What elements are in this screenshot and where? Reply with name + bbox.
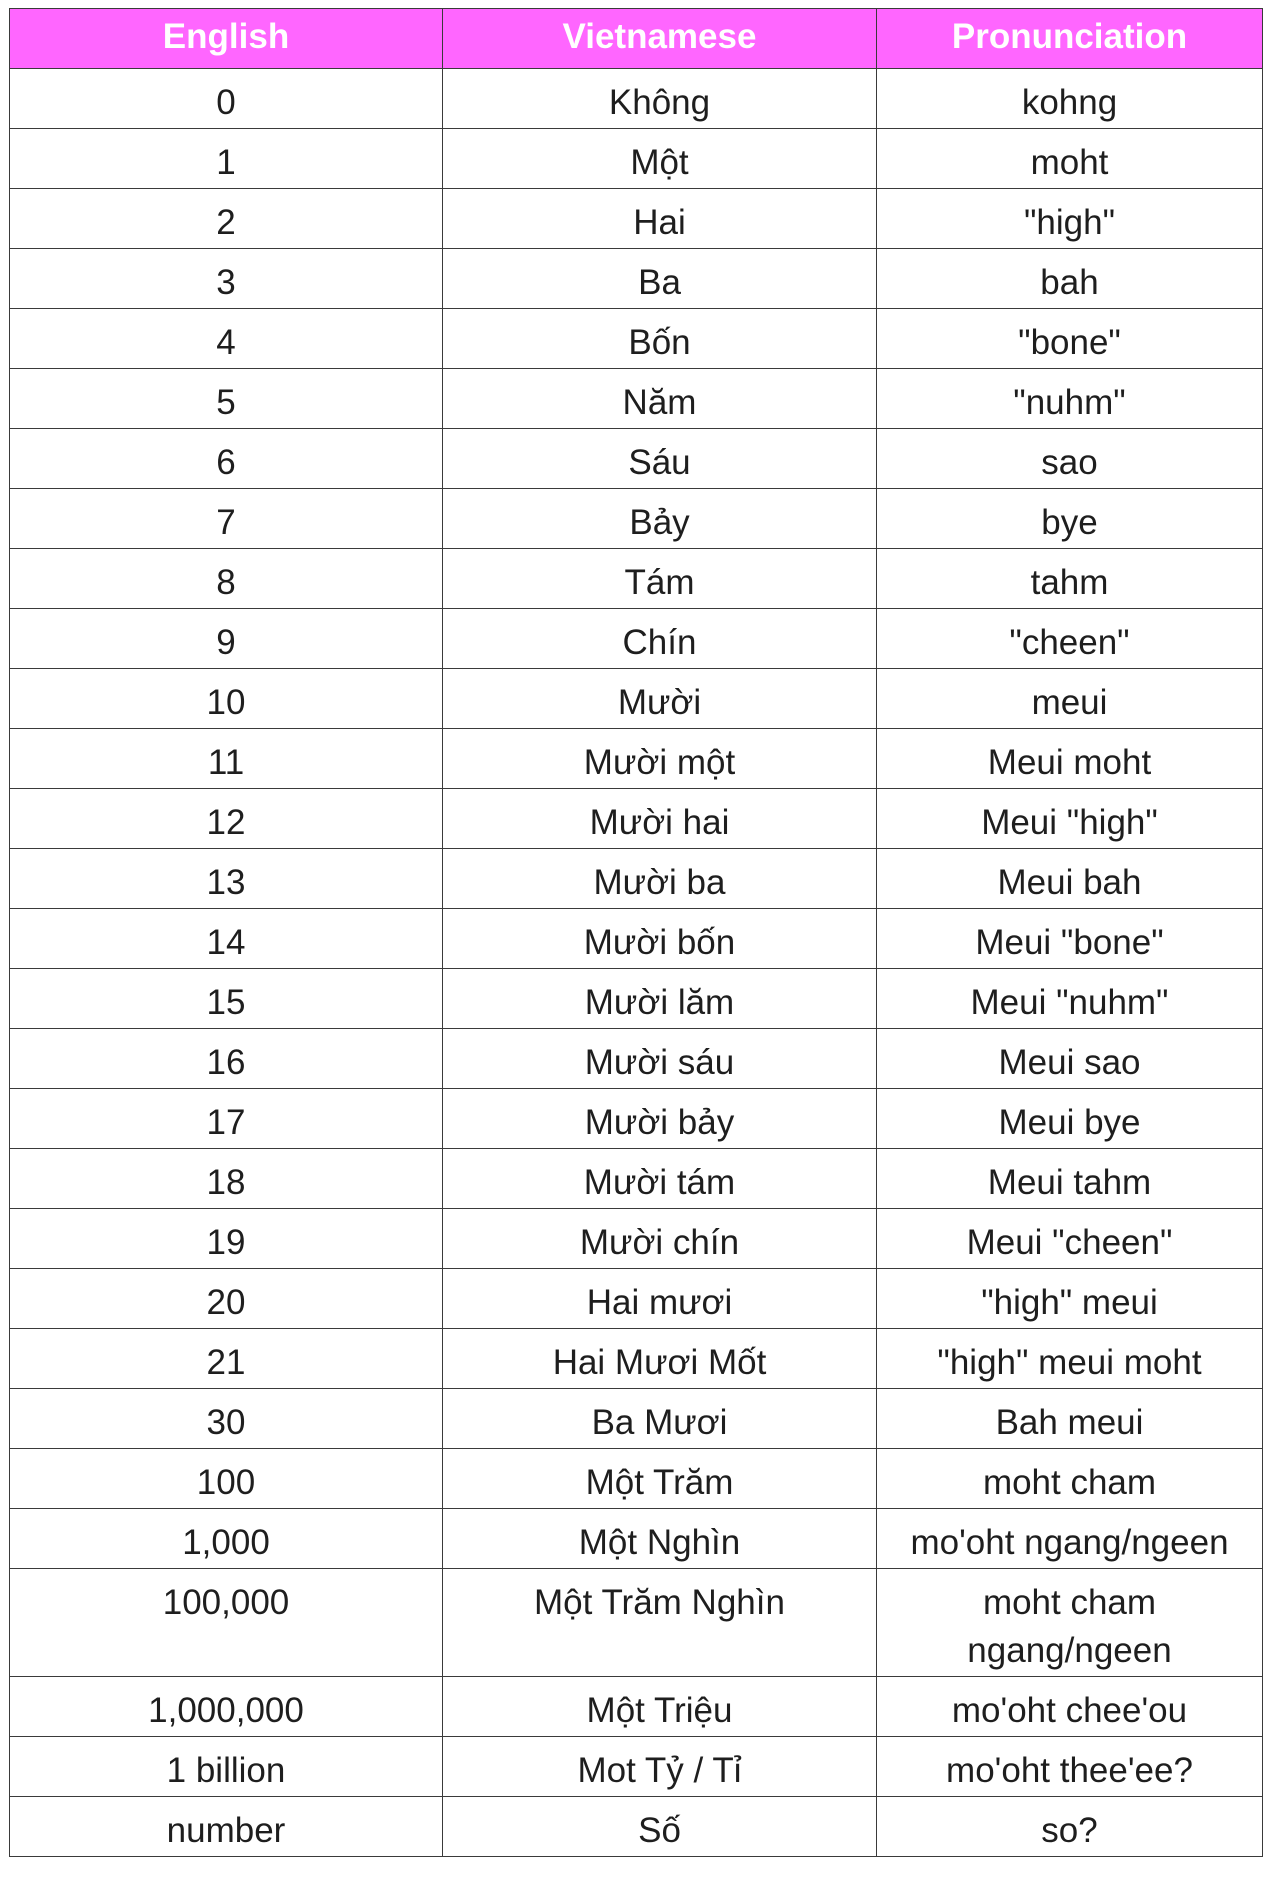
vietnamese-cell: Ba Mươi	[443, 1389, 877, 1449]
pronunciation-cell: "cheen"	[877, 609, 1263, 669]
english-cell: 100	[10, 1449, 443, 1509]
pronunciation-cell: Meui bah	[877, 849, 1263, 909]
pronunciation-cell: bye	[877, 489, 1263, 549]
vietnamese-cell: Bảy	[443, 489, 877, 549]
table-row	[10, 849, 1263, 909]
table-row	[10, 1089, 1263, 1149]
english-cell: 6	[10, 429, 443, 489]
vietnamese-cell: Số	[443, 1797, 877, 1857]
table-row	[10, 489, 1263, 549]
table-row	[10, 1569, 1263, 1677]
pronunciation-cell: "nuhm"	[877, 369, 1263, 429]
vietnamese-cell: Hai mươi	[443, 1269, 877, 1329]
table-row	[10, 129, 1263, 189]
table-row	[10, 249, 1263, 309]
pronunciation-cell: Meui "high"	[877, 789, 1263, 849]
vietnamese-cell: Không	[443, 69, 877, 129]
vietnamese-cell: Chín	[443, 609, 877, 669]
vietnamese-cell: Mười bốn	[443, 909, 877, 969]
pronunciation-cell: bah	[877, 249, 1263, 309]
pronunciation-cell: kohng	[877, 69, 1263, 129]
pronunciation-cell: so?	[877, 1797, 1263, 1857]
english-cell: 11	[10, 729, 443, 789]
pronunciation-cell: "high" meui moht	[877, 1329, 1263, 1389]
table-row	[10, 1389, 1263, 1449]
table-row	[10, 669, 1263, 729]
pronunciation-cell: Meui bye	[877, 1089, 1263, 1149]
pronunciation-cell: Meui sao	[877, 1029, 1263, 1089]
table-row	[10, 909, 1263, 969]
vietnamese-cell: Mười ba	[443, 849, 877, 909]
english-cell: 30	[10, 1389, 443, 1449]
english-cell: 8	[10, 549, 443, 609]
vietnamese-cell: Một Nghìn	[443, 1509, 877, 1569]
pronunciation-cell: Meui tahm	[877, 1149, 1263, 1209]
table-row	[10, 1737, 1263, 1797]
english-cell: 1	[10, 129, 443, 189]
table-row	[10, 1509, 1263, 1569]
table-row	[10, 1269, 1263, 1329]
table-row	[10, 1677, 1263, 1737]
english-cell: 10	[10, 669, 443, 729]
vietnamese-cell: Mot Tỷ / Tỉ	[443, 1737, 877, 1797]
english-cell: 20	[10, 1269, 443, 1329]
vietnamese-cell: Hai	[443, 189, 877, 249]
english-cell: 12	[10, 789, 443, 849]
english-cell: 17	[10, 1089, 443, 1149]
table-row	[10, 729, 1263, 789]
vietnamese-cell: Tám	[443, 549, 877, 609]
vietnamese-cell: Mười bảy	[443, 1089, 877, 1149]
english-cell: 16	[10, 1029, 443, 1089]
english-cell: 100,000	[10, 1569, 443, 1677]
table-row	[10, 69, 1263, 129]
pronunciation-cell: sao	[877, 429, 1263, 489]
english-cell: 13	[10, 849, 443, 909]
english-cell: 9	[10, 609, 443, 669]
english-cell: 1,000,000	[10, 1677, 443, 1737]
pronunciation-cell: moht	[877, 129, 1263, 189]
table-row	[10, 429, 1263, 489]
pronunciation-cell: tahm	[877, 549, 1263, 609]
english-cell: 0	[10, 69, 443, 129]
english-cell: 2	[10, 189, 443, 249]
english-cell: 1 billion	[10, 1737, 443, 1797]
pronunciation-cell: meui	[877, 669, 1263, 729]
pronunciation-cell: Meui "nuhm"	[877, 969, 1263, 1029]
table-row	[10, 1329, 1263, 1389]
pronunciation-cell: Bah meui	[877, 1389, 1263, 1449]
header-row	[10, 9, 1263, 69]
english-cell: 4	[10, 309, 443, 369]
table-row	[10, 1149, 1263, 1209]
vietnamese-cell: Mười hai	[443, 789, 877, 849]
table-row	[10, 1797, 1263, 1857]
english-cell: number	[10, 1797, 443, 1857]
english-cell: 19	[10, 1209, 443, 1269]
vietnamese-cell: Một Triệu	[443, 1677, 877, 1737]
pronunciation-cell: Meui "cheen"	[877, 1209, 1263, 1269]
header-pronunciation: Pronunciation	[877, 9, 1263, 69]
vietnamese-cell: Một Trăm Nghìn	[443, 1569, 877, 1677]
english-cell: 3	[10, 249, 443, 309]
pronunciation-cell: Meui "bone"	[877, 909, 1263, 969]
vietnamese-cell: Một	[443, 129, 877, 189]
vietnamese-cell: Mười sáu	[443, 1029, 877, 1089]
table-row	[10, 369, 1263, 429]
english-cell: 7	[10, 489, 443, 549]
pronunciation-cell: "high" meui	[877, 1269, 1263, 1329]
pronunciation-cell: moht cham	[877, 1449, 1263, 1509]
pronunciation-cell: "high"	[877, 189, 1263, 249]
vietnamese-cell: Mười	[443, 669, 877, 729]
vietnamese-cell: Sáu	[443, 429, 877, 489]
vietnamese-cell: Một Trăm	[443, 1449, 877, 1509]
pronunciation-cell: mo'oht chee'ou	[877, 1677, 1263, 1737]
header-vietnamese: Vietnamese	[443, 9, 877, 69]
pronunciation-cell: "bone"	[877, 309, 1263, 369]
header-english: English	[10, 9, 443, 69]
vietnamese-cell: Năm	[443, 369, 877, 429]
table-row	[10, 1209, 1263, 1269]
english-cell: 1,000	[10, 1509, 443, 1569]
pronunciation-cell: mo'oht thee'ee?	[877, 1737, 1263, 1797]
pronunciation-cell: moht cham ngang/ngeen	[877, 1569, 1263, 1677]
english-cell: 15	[10, 969, 443, 1029]
english-cell: 5	[10, 369, 443, 429]
numbers-table	[9, 8, 1263, 1857]
vietnamese-cell: Ba	[443, 249, 877, 309]
table-row	[10, 969, 1263, 1029]
vietnamese-cell: Hai Mươi Mốt	[443, 1329, 877, 1389]
table-row	[10, 309, 1263, 369]
english-cell: 21	[10, 1329, 443, 1389]
english-cell: 14	[10, 909, 443, 969]
table-row	[10, 1029, 1263, 1089]
vietnamese-cell: Mười lăm	[443, 969, 877, 1029]
pronunciation-cell: mo'oht ngang/ngeen	[877, 1509, 1263, 1569]
pronunciation-cell: Meui moht	[877, 729, 1263, 789]
vietnamese-cell: Mười một	[443, 729, 877, 789]
table-row	[10, 1449, 1263, 1509]
table-row	[10, 789, 1263, 849]
vietnamese-cell: Mười tám	[443, 1149, 877, 1209]
vietnamese-cell: Mười chín	[443, 1209, 877, 1269]
table-row	[10, 189, 1263, 249]
english-cell: 18	[10, 1149, 443, 1209]
table-row	[10, 609, 1263, 669]
vietnamese-cell: Bốn	[443, 309, 877, 369]
table-row	[10, 549, 1263, 609]
table-body	[10, 69, 1263, 1857]
